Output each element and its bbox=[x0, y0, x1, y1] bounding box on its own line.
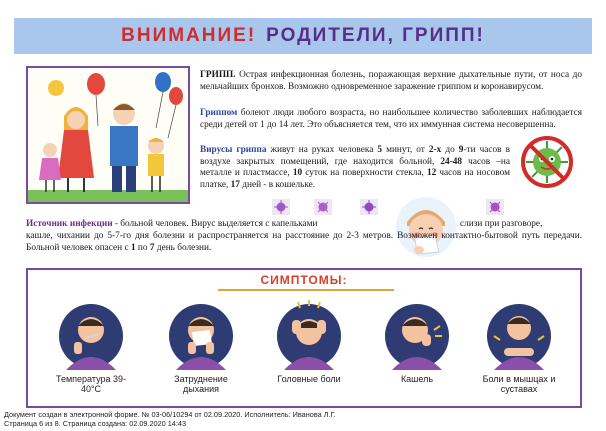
virus-term: Вирусы гриппа bbox=[200, 145, 267, 155]
cough-icon bbox=[378, 296, 456, 370]
germ-icon bbox=[360, 199, 378, 215]
infection-source-day-end: 7 bbox=[149, 242, 155, 253]
flu-age-text: болеют люди любого возраста, но наибольшее количество заболевших наблюдается среди детей от 1 до 14 лет. Это объясняется тем, что их иммунная система несовершенна. bbox=[200, 108, 582, 130]
flu-age-paragraph bbox=[200, 108, 582, 131]
virus-text-7: часов на носовом платке, bbox=[200, 168, 510, 190]
sneezing-icon bbox=[162, 296, 240, 370]
symptom-breathing-label: Затруднение дыхания bbox=[174, 374, 228, 394]
infection-source-text-a bbox=[26, 219, 396, 231]
virus-num-2: 2-х bbox=[428, 145, 442, 155]
infection-source-day-start: 1 bbox=[130, 242, 136, 253]
symptom-cough bbox=[372, 296, 462, 406]
symptom-headache bbox=[264, 296, 354, 406]
title-banner bbox=[14, 18, 592, 54]
virus-text-4: -ти часов в воздухе закрытых помещений, где находится больной, bbox=[200, 145, 511, 167]
virus-text-3: до bbox=[441, 145, 459, 155]
symptoms-panel bbox=[26, 268, 582, 408]
title-warning: ВНИМАНИЕ! bbox=[121, 25, 257, 46]
no-virus-icon bbox=[512, 133, 582, 191]
flu-age-term: Гриппом bbox=[200, 108, 238, 118]
footer-line-1: Документ создан в электронной форме. № 03-06/10294 от 02.09.2020. Исполнитель: Иванова Л.Г. bbox=[4, 410, 336, 419]
fever-icon bbox=[52, 296, 130, 370]
symptom-cough-label: Кашель bbox=[400, 374, 434, 384]
document-footer bbox=[4, 410, 604, 428]
family-drawing-image bbox=[26, 66, 190, 204]
title-parents-flu: РОДИТЕЛИ, ГРИПП! bbox=[266, 25, 485, 46]
symptoms-title-underline bbox=[218, 289, 394, 291]
virus-num-4: 24-48 bbox=[440, 156, 463, 167]
headache-icon bbox=[270, 296, 348, 370]
symptom-headache-label: Головные боли bbox=[277, 374, 341, 384]
virus-text-8: дней - в кошельке. bbox=[239, 179, 316, 190]
virus-text-6: суток на поверхности стекла, bbox=[302, 168, 427, 179]
flu-definition-paragraph bbox=[200, 70, 582, 93]
flu-term: ГРИПП. bbox=[200, 70, 236, 80]
virus-num-6: 12 bbox=[426, 168, 437, 179]
symptom-muscle-pain bbox=[474, 296, 564, 406]
virus-num-1: 5 bbox=[377, 145, 383, 155]
symptom-muscle-pain-label: Боли в мышцах и суставах bbox=[482, 374, 556, 394]
germ-icon bbox=[314, 199, 332, 215]
infection-source-term: Источник инфекции bbox=[26, 219, 113, 229]
infection-source-line-a: - больной человек. Вирус выделяется с капельками bbox=[112, 219, 318, 229]
virus-num-3: 9 bbox=[458, 145, 464, 155]
virus-survival-paragraph bbox=[200, 145, 510, 191]
symptom-fever bbox=[46, 296, 136, 406]
virus-text-1: живут на руках человека bbox=[266, 145, 378, 155]
virus-text-2: минут, от bbox=[382, 145, 429, 155]
infection-source-text-b bbox=[460, 219, 582, 231]
germ-icon bbox=[272, 199, 290, 215]
infection-source-line-c1: кашле, чихании до 5-7-го дня болезни и распространяется на расстояние bbox=[26, 231, 334, 241]
infection-source-line-b: слизи при разговоре, bbox=[460, 219, 543, 229]
infection-source-text-c bbox=[26, 231, 582, 254]
flu-definition-text: Острая инфекционная болезнь, поражающая верхние дыхательные пути, от носа до мельчайших бронхов. Возможно одновременное заражение гриппом и коронавирусом. bbox=[200, 70, 582, 92]
footer-line-2: Страница 6 из 8. Страница создана: 02.09.2020 14:43 bbox=[4, 419, 187, 428]
infection-source-end: день болезни. bbox=[154, 242, 212, 253]
symptoms-title: СИМПТОМЫ: bbox=[260, 273, 348, 287]
germ-icon bbox=[486, 199, 504, 215]
infection-source-line-c2: до 2-3 метров. Возможен контактно-бытовой путь передачи. Больной человек опасен с bbox=[26, 231, 583, 253]
infection-source-mid: по bbox=[135, 242, 150, 253]
virus-num-5: 10 bbox=[292, 168, 303, 179]
virus-text-5: часов –на металле и пластмассе, bbox=[200, 156, 510, 179]
body-ache-icon bbox=[480, 296, 558, 370]
symptom-breathing bbox=[156, 296, 246, 406]
symptom-fever-label: Температура 39-40°C bbox=[55, 374, 127, 394]
virus-num-7: 17 bbox=[230, 179, 240, 190]
